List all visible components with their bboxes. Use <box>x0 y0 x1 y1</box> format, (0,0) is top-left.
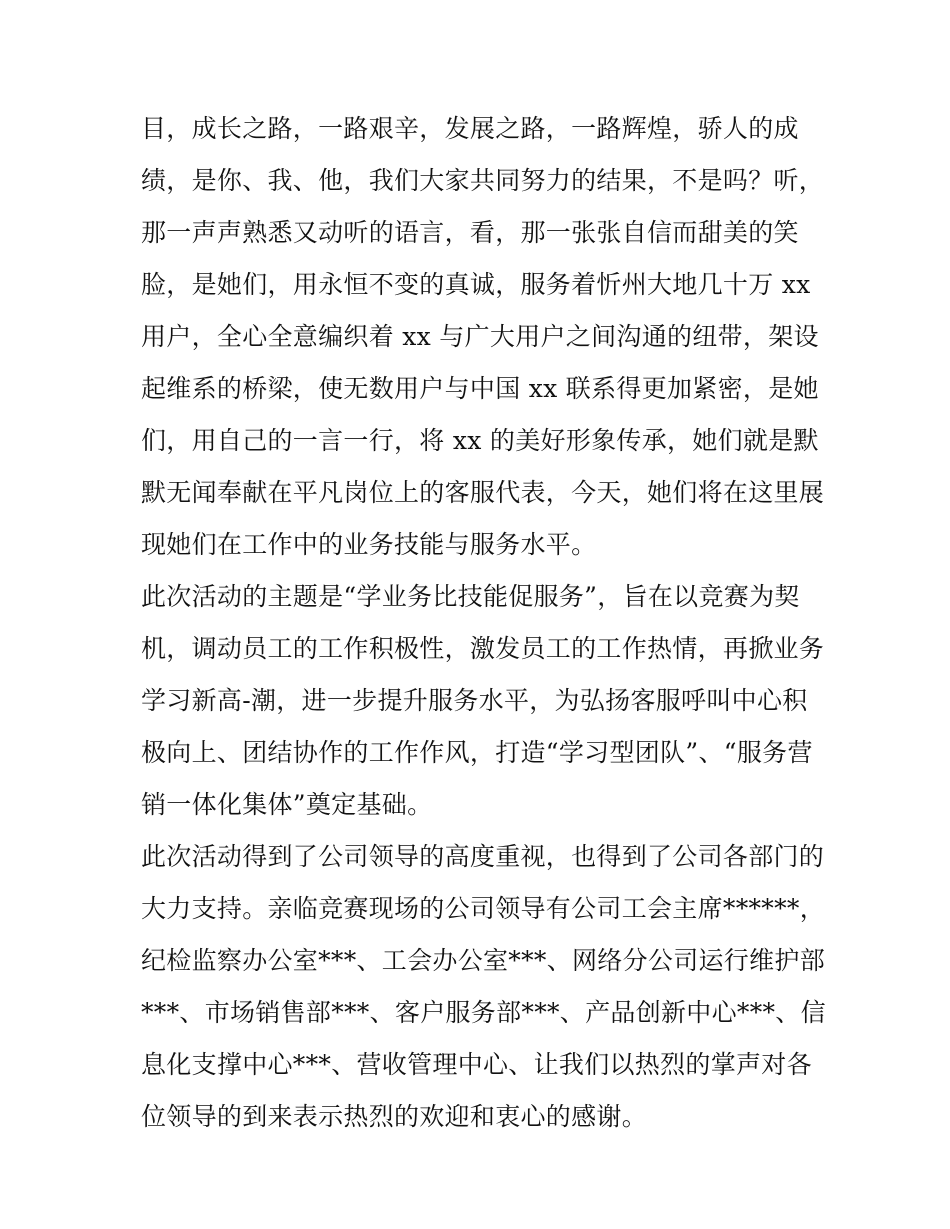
text-line: 脸，是她们，用永恒不变的真诚，服务着忻州大地几十万 xx <box>141 270 811 299</box>
text-line: ***、市场销售部***、客户服务部***、产品创新中心***、信 <box>141 998 826 1027</box>
text-line: 现她们在工作中的业务技能与服务水平。 <box>141 530 597 559</box>
text-line: 位领导的到来表示热烈的欢迎和衷心的感谢。 <box>141 1102 648 1131</box>
text-line: 目，成长之路，一路艰辛，发展之路，一路辉煌，骄人的成 <box>141 114 799 143</box>
text-line: 那一声声熟悉又动听的语言，看，那一张张自信而甜美的笑 <box>141 218 799 247</box>
text-line: 机，调动员工的工作积极性，激发员工的工作热情，再掀业务 <box>141 634 825 663</box>
text-line: 极向上、团结协作的工作作风，打造“学习型团队”、“服务营 <box>141 738 813 767</box>
text-line: 用户，全心全意编织着 xx 与广大用户之间沟通的纽带，架设 <box>141 322 819 351</box>
text-line: 们，用自己的一言一行，将 xx 的美好形象传承，她们就是默 <box>141 426 819 455</box>
text-line: 纪检监察办公室***、工会办公室***、网络分公司运行维护部 <box>141 946 826 975</box>
text-line: 息化支撑中心***、营收管理中心、让我们以热烈的掌声对各 <box>141 1050 812 1079</box>
text-line: 绩，是你、我、他，我们大家共同努力的结果，不是吗？听， <box>141 166 825 195</box>
text-line: 此次活动得到了公司领导的高度重视，也得到了公司各部门的 <box>141 842 825 871</box>
text-line: 学习新高-潮，进一步提升服务水平，为弘扬客服呼叫中心积 <box>141 686 808 715</box>
text-line: 起维系的桥梁，使无数用户与中国 xx 联系得更加紧密，是她 <box>141 374 819 403</box>
text-line: 此次活动的主题是“学业务比技能促服务”，旨在以竞赛为契 <box>141 582 800 611</box>
text-line: 销一体化集体”奠定基础。 <box>141 790 433 819</box>
text-line: 大力支持。亲临竞赛现场的公司领导有公司工会主席******， <box>141 894 826 923</box>
text-line: 默无闻奉献在平凡岗位上的客服代表，今天，她们将在这里展 <box>141 478 825 507</box>
